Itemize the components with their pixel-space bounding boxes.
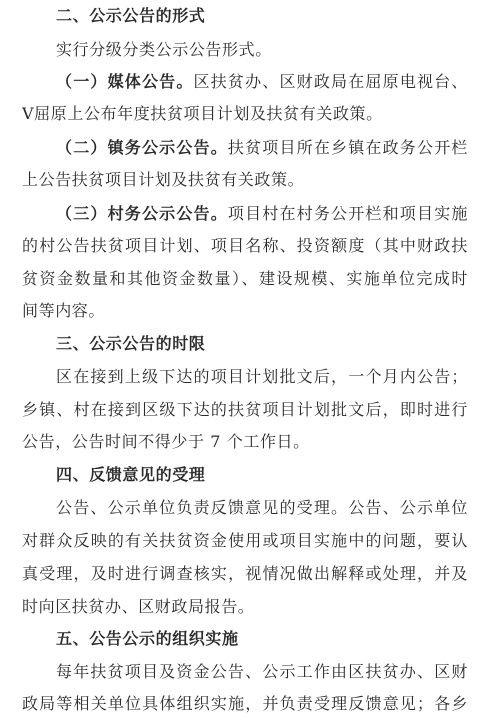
section-heading: 三、公示公告的时限 [56,334,206,353]
paragraph-line: 间等内容。 [22,301,106,320]
paragraph-line: 政局等相关单位具体组织实施，并负责受理反馈意见；各乡 [22,694,468,713]
paragraph-line: 每年扶贫项目及资金公告、公示工作由区扶贫办、区财 [56,662,468,681]
paragraph-line: 公告、公示单位负责反馈意见的受理。公告、公示单位 [56,498,468,517]
paragraph-line: 上公告扶贫项目计划及扶贫有关政策。 [22,170,305,189]
section-heading: 二、公示公告的形式 [56,6,206,25]
paragraph-line: 乡镇、村在接到区级下达的扶贫项目计划批文后，即时进行 [22,400,468,419]
item-label: （一）媒体公告。 [56,72,194,91]
item-label: （二）镇务公示公告。 [56,138,228,157]
item-label: （三）村务公示公告。 [56,204,228,223]
paragraph-line: V屈原上公布年度扶贫项目计划及扶贫有关政策。 [22,104,383,123]
paragraph-line: （一）媒体公告。区扶贫办、区财政局在屈原电视台、 [56,72,468,91]
paragraph-line: 实行分级分类公示公告形式。 [56,40,272,59]
paragraph-line: 的村公告扶贫项目计划、项目名称、投资额度（其中财政扶 [22,236,468,255]
paragraph-line: 公告，公告时间不得少于 7 个工作日。 [22,432,310,451]
paragraph-line: （三）村务公示公告。项目村在村务公开栏和项目实施 [56,204,468,223]
section-heading: 四、反馈意见的受理 [56,465,206,484]
paragraph-line: 对群众反映的有关扶贫资金使用或项目实施中的问题，要认 [22,531,468,550]
paragraph-line: 贫资金数量和其他资金数量）、建设规模、实施单位完成时 [22,269,468,288]
paragraph-line: 时向区扶贫办、区财政局报告。 [22,597,255,616]
section-heading: 五、公告公示的组织实施 [56,629,239,648]
paragraph-line: （二）镇务公示公告。扶贫项目所在乡镇在政务公开栏 [56,138,468,157]
paragraph-line: 真受理，及时进行调查核实，视情况做出解释或处理，并及 [22,564,468,583]
paragraph-line: 区在接到上级下达的项目计划批文后，一个月内公告； [56,367,468,386]
